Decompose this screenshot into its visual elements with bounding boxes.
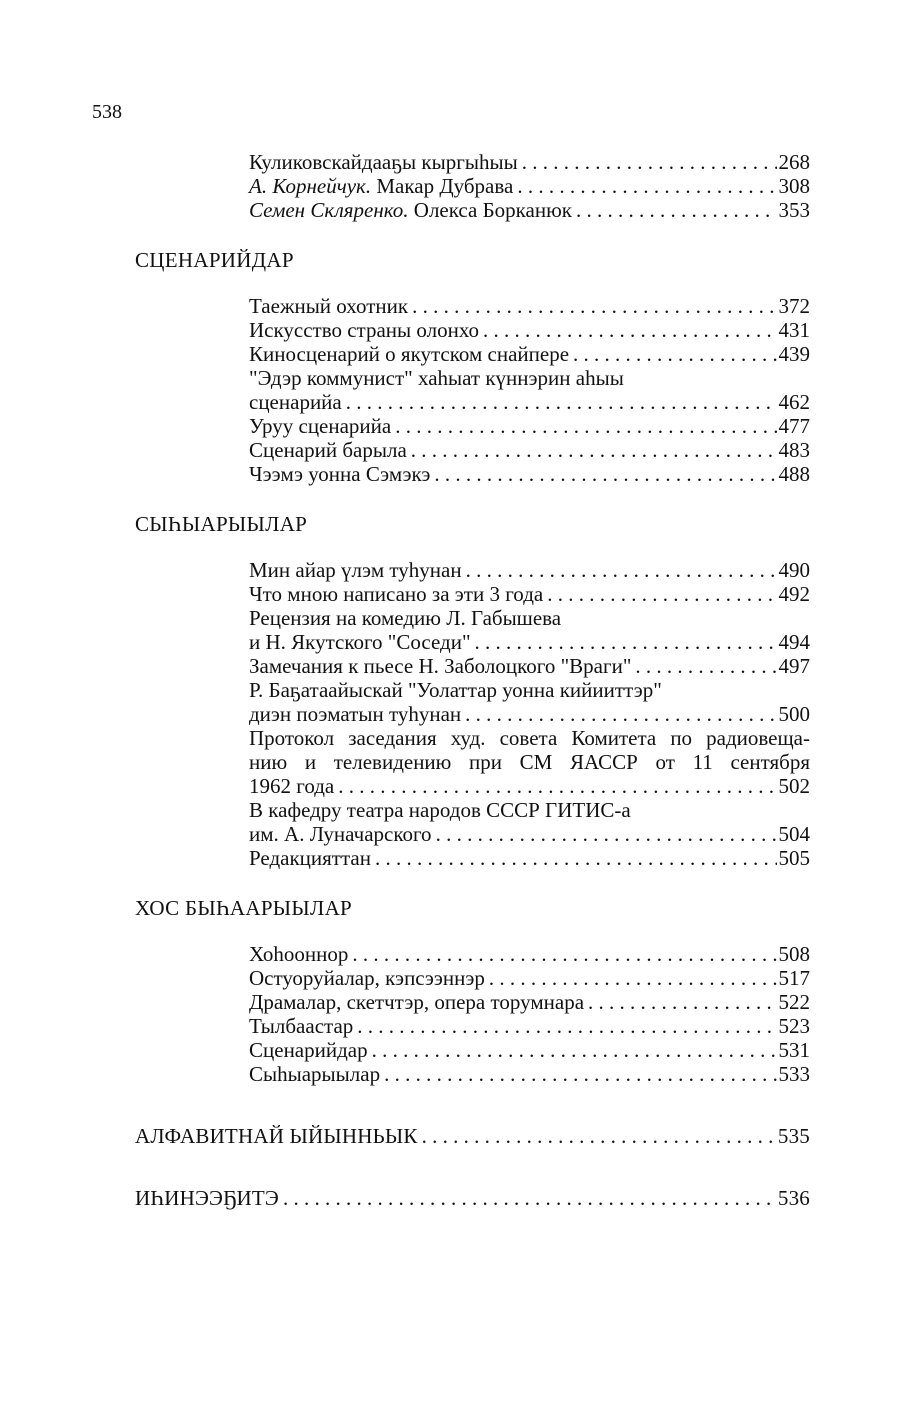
toc-entry[interactable] <box>249 1062 810 1086</box>
section-gap <box>0 486 898 512</box>
toc-entry-title: и Н. Якутского "Соседи" <box>249 630 471 654</box>
toc-entry[interactable] <box>249 774 810 798</box>
dot-leader <box>483 318 776 342</box>
dot-leader <box>588 990 776 1014</box>
toc-entry-page: 504 <box>778 822 810 846</box>
toc-entry-page: 492 <box>778 582 810 606</box>
toc-entry-author: Семен Скляренко. <box>249 198 409 222</box>
toc-entry-title: Драмалар, скетчтэр, опера торумнара <box>249 990 585 1014</box>
dot-leader <box>517 174 776 198</box>
dot-leader <box>576 198 777 222</box>
toc-entry-title: им. А. Луначарского <box>249 822 432 846</box>
toc-entry-author: А. Корнейчук. <box>249 174 372 198</box>
toc-entry[interactable] <box>249 438 810 462</box>
toc-entry-line: Рецензия на комедию Л. Габышева <box>249 606 562 630</box>
toc-entry[interactable] <box>249 942 810 966</box>
toc-entry-page: 488 <box>778 462 810 486</box>
toc-entry-title: Куликовскайдааҕы кыргыһыы <box>249 150 518 174</box>
toc-entry[interactable] <box>249 630 810 654</box>
toc-entry-page: 308 <box>778 174 810 198</box>
toc-entry-line: В кафедру театра народов СССР ГИТИС-а <box>249 798 631 822</box>
toc-entry-page: 497 <box>778 654 810 678</box>
section-heading: СЦЕНАРИЙДАР <box>135 248 294 272</box>
dot-leader <box>635 654 776 678</box>
toc-entry-alphabet-index[interactable] <box>135 1124 810 1148</box>
toc-entry-page: 500 <box>778 702 810 726</box>
dot-leader <box>346 390 777 414</box>
dot-leader <box>338 774 776 798</box>
toc-entry-line: нию и телевидению при СМ ЯАССР от 11 сентября <box>249 750 810 774</box>
dot-leader <box>372 1038 777 1062</box>
toc-entry-title: АЛФАВИТНАЙ ЫЙЫННЬЫК <box>135 1124 418 1148</box>
dot-leader <box>283 1186 776 1210</box>
toc-entry-title: Что мною написано за эти 3 года <box>249 582 544 606</box>
toc-entry-page: 533 <box>778 1062 810 1086</box>
toc-entry-title: Сценарий барыла <box>249 438 407 462</box>
section-gap <box>0 222 898 248</box>
toc-entry-line: Р. Баҕатаайыскай "Уолаттар уонна кийииттэр" <box>249 678 662 702</box>
toc-entry-title: Уруу сценарийа <box>249 414 392 438</box>
toc-entry-title: Киносценарий о якутском снайпере <box>249 342 570 366</box>
toc-entry-title: Искусство страны олонхо <box>249 318 480 342</box>
toc-entry-page: 494 <box>778 630 810 654</box>
toc-entry-title: Макар Дубрава <box>376 174 514 198</box>
toc-entry[interactable] <box>249 414 810 438</box>
dot-leader <box>375 846 777 870</box>
toc-entry-title: Чээмэ уонна Сэмэкэ <box>249 462 431 486</box>
toc-entry[interactable] <box>249 150 810 174</box>
dot-leader <box>475 630 777 654</box>
intro-entries <box>0 150 898 222</box>
dot-leader <box>436 822 777 846</box>
toc-entry-page: 268 <box>778 150 810 174</box>
toc-entry-title: Мин айар үлэм туһунан <box>249 558 462 582</box>
dot-leader <box>422 1124 776 1148</box>
section-gap <box>0 920 898 942</box>
dot-leader <box>384 1062 776 1086</box>
toc-entry-title: Сценарийдар <box>249 1038 368 1062</box>
toc-entry-page: 477 <box>778 414 810 438</box>
toc-entry[interactable] <box>249 582 810 606</box>
section-heading: ХОС БЫҺААРЫЫЛАР <box>135 896 353 920</box>
toc-entry[interactable] <box>249 558 810 582</box>
toc-entry-title: 1962 года <box>249 774 335 798</box>
dot-leader <box>522 150 777 174</box>
toc-entry-page: 517 <box>778 966 810 990</box>
toc-entry-title: Тылбаастар <box>249 1014 354 1038</box>
dot-leader <box>412 294 776 318</box>
section-gap <box>0 272 898 294</box>
toc-entry-title: сценарийа <box>249 390 342 414</box>
table-of-contents <box>0 150 898 1210</box>
dot-leader <box>489 966 777 990</box>
dot-leader <box>352 942 776 966</box>
toc-entry[interactable] <box>249 174 810 198</box>
toc-entry-title: Сыһыарыылар <box>249 1062 381 1086</box>
section-gap <box>0 870 898 896</box>
toc-entry-page: 535 <box>777 1124 810 1148</box>
toc-entry-title: Олекса Борканюк <box>413 198 572 222</box>
dot-leader <box>465 702 776 726</box>
toc-entry-title: Остуоруйалар, кэпсээннэр <box>249 966 485 990</box>
dot-leader <box>573 342 776 366</box>
toc-entry[interactable] <box>249 966 810 990</box>
toc-entry-line: Протокол заседания худ. совета Комитета по радиовеща- <box>249 726 810 750</box>
page-number: 538 <box>92 101 122 123</box>
toc-entry-page: 531 <box>778 1038 810 1062</box>
toc-entry[interactable] <box>249 294 810 318</box>
toc-entry-text <box>249 174 513 198</box>
toc-entry[interactable] <box>249 702 810 726</box>
toc-entry-page: 536 <box>777 1186 810 1210</box>
toc-entry[interactable] <box>249 462 810 486</box>
toc-entry[interactable] <box>249 318 810 342</box>
toc-sections <box>0 222 898 1086</box>
toc-entry-contents[interactable] <box>135 1186 810 1210</box>
toc-entry[interactable] <box>249 1014 810 1038</box>
toc-entry-page: 462 <box>778 390 810 414</box>
toc-entry[interactable] <box>249 654 810 678</box>
toc-entry-page: 431 <box>778 318 810 342</box>
section-gap <box>0 536 898 558</box>
dot-leader <box>411 438 777 462</box>
toc-entry[interactable] <box>249 198 810 222</box>
dot-leader <box>395 414 776 438</box>
toc-entry[interactable] <box>249 390 810 414</box>
toc-entry-page: 483 <box>778 438 810 462</box>
toc-entry[interactable] <box>249 846 810 870</box>
toc-entry-page: 522 <box>778 990 810 1014</box>
toc-entry-title: Замечания к пьесе Н. Заболоцкого "Враги" <box>249 654 632 678</box>
toc-entry-title: Редакцияттан <box>249 846 371 870</box>
toc-entry-page: 490 <box>778 558 810 582</box>
toc-entry-page: 372 <box>778 294 810 318</box>
toc-entry[interactable] <box>249 1038 810 1062</box>
toc-entry-line: "Эдэр коммунист" хаһыат күннэрин аһыы <box>249 366 624 390</box>
toc-entry[interactable] <box>249 822 810 846</box>
toc-entry-title: Хоһооннор <box>249 942 349 966</box>
dot-leader <box>466 558 777 582</box>
toc-entry-page: 508 <box>778 942 810 966</box>
dot-leader <box>547 582 776 606</box>
toc-entry[interactable] <box>249 342 810 366</box>
dot-leader <box>434 462 776 486</box>
toc-entry-page: 502 <box>778 774 810 798</box>
toc-entry[interactable] <box>249 990 810 1014</box>
dot-leader <box>357 1014 776 1038</box>
toc-entry-text <box>249 198 572 222</box>
toc-entry-page: 523 <box>778 1014 810 1038</box>
toc-entry-page: 439 <box>778 342 810 366</box>
toc-entry-page: 505 <box>778 846 810 870</box>
toc-entry-text <box>249 150 518 174</box>
section-heading: СЫҺЫАРЫЫЛАР <box>135 512 308 536</box>
toc-entry-title: Таежный охотник <box>249 294 409 318</box>
toc-entry-page: 353 <box>778 198 810 222</box>
toc-entry-title: диэн поэматын туһунан <box>249 702 462 726</box>
toc-entry-title: ИҺИНЭЭҔИТЭ <box>135 1186 279 1210</box>
